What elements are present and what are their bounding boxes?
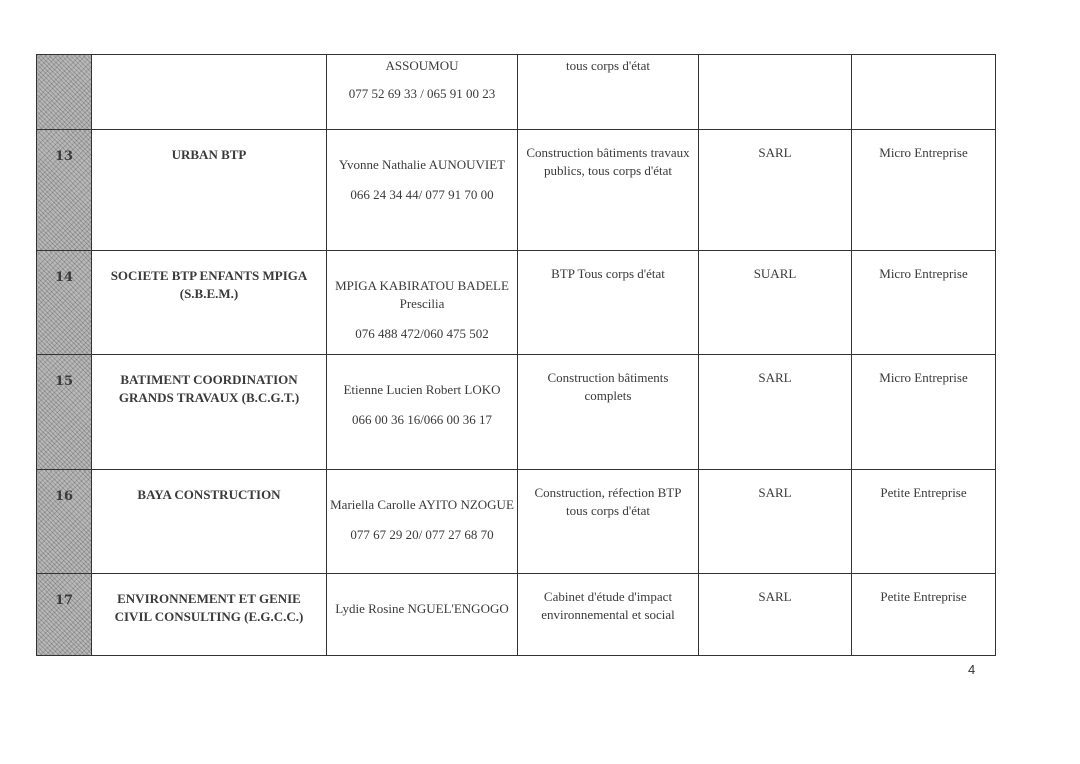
legal-form: SARL	[758, 370, 792, 385]
contact-cell	[327, 130, 518, 251]
legal-form: SARL	[758, 485, 792, 500]
legal-form-cell	[699, 251, 852, 355]
contact-cell	[327, 574, 518, 656]
row-number: 16	[54, 489, 74, 504]
row-number: 15	[54, 374, 74, 389]
contact-phone: 066 00 36 16/066 00 36 17	[351, 412, 493, 427]
activity-cell	[518, 55, 699, 130]
company-cell	[92, 130, 327, 251]
company-name: SOCIETE BTP ENFANTS MPIGA (S.B.E.M.)	[110, 268, 308, 301]
page-number: 4	[968, 662, 976, 677]
company-size: Micro Entreprise	[879, 370, 968, 385]
row-number-cell	[37, 55, 92, 130]
row-number: 14	[54, 270, 74, 285]
contact-phone: 077 52 69 33 / 065 91 00 23	[348, 86, 496, 101]
row-number: 17	[54, 593, 74, 608]
company-name: BAYA CONSTRUCTION	[137, 487, 281, 502]
activity-text: BTP Tous corps d'état	[551, 266, 665, 281]
contact-name: MPIGA KABIRATOU BADELE Prescilia	[335, 278, 509, 311]
row-number-cell	[37, 574, 92, 656]
row-number-cell	[37, 251, 92, 355]
size-cell	[852, 55, 996, 130]
table-row	[37, 251, 996, 355]
row-number	[37, 55, 91, 73]
contact-cell	[327, 355, 518, 470]
company-size: Petite Entreprise	[880, 485, 967, 500]
activity-cell	[518, 470, 699, 574]
activity-text: Construction, réfection BTP tous corps d'état	[534, 485, 682, 518]
legal-form-cell	[699, 130, 852, 251]
company-size: Petite Entreprise	[880, 589, 967, 604]
table-row	[37, 470, 996, 574]
company-name: BATIMENT COORDINATION GRANDS TRAVAUX (B.C.G.T.)	[118, 372, 300, 405]
activity-cell	[518, 130, 699, 251]
company-size: Micro Entreprise	[879, 145, 968, 160]
company-table	[36, 54, 996, 656]
company-name	[92, 55, 326, 71]
activity-text: tous corps d'état	[566, 58, 650, 73]
company-cell	[92, 574, 327, 656]
contact-name: Mariella Carolle AYITO NZOGUE	[330, 497, 514, 512]
table-row	[37, 130, 996, 251]
table-row	[37, 55, 996, 130]
legal-form: SARL	[758, 589, 792, 604]
activity-cell	[518, 251, 699, 355]
legal-form-cell	[699, 470, 852, 574]
contact-phone: 076 488 472/060 475 502	[355, 326, 489, 341]
activity-text: Construction bâtiments complets	[547, 370, 669, 403]
contact-name: Lydie Rosine NGUEL'ENGOGO	[335, 601, 509, 616]
legal-form: SARL	[758, 145, 792, 160]
activity-cell	[518, 355, 699, 470]
contact-name: Yvonne Nathalie AUNOUVIET	[338, 157, 506, 172]
contact-cell	[327, 55, 518, 130]
contact-name: ASSOUMOU	[385, 58, 459, 73]
row-number-cell	[37, 355, 92, 470]
company-cell	[92, 55, 327, 130]
row-number: 13	[54, 149, 74, 164]
table-row	[37, 355, 996, 470]
contact-cell	[327, 251, 518, 355]
company-size	[852, 55, 995, 69]
company-cell	[92, 251, 327, 355]
activity-text: Construction bâtiments travaux publics, tous corps d'état	[526, 145, 690, 178]
company-name: URBAN BTP	[171, 147, 247, 162]
company-name: ENVIRONNEMENT ET GENIE CIVIL CONSULTING (E.G.C.C.)	[114, 591, 304, 624]
contact-phone: 066 24 34 44/ 077 91 70 00	[350, 187, 494, 202]
row-number-cell	[37, 470, 92, 574]
contact-cell	[327, 470, 518, 574]
company-size: Micro Entreprise	[879, 266, 968, 281]
size-cell	[852, 574, 996, 656]
activity-cell	[518, 574, 699, 656]
contact-name: Etienne Lucien Robert LOKO	[343, 382, 501, 397]
size-cell	[852, 470, 996, 574]
legal-form-cell	[699, 574, 852, 656]
legal-form	[699, 55, 851, 69]
table-row	[37, 574, 996, 656]
company-cell	[92, 470, 327, 574]
size-cell	[852, 251, 996, 355]
legal-form: SUARL	[753, 266, 797, 281]
row-number-cell	[37, 130, 92, 251]
legal-form-cell	[699, 55, 852, 130]
size-cell	[852, 130, 996, 251]
activity-text: Cabinet d'étude d'impact environnemental et social	[541, 589, 675, 622]
size-cell	[852, 355, 996, 470]
contact-phone: 077 67 29 20/ 077 27 68 70	[350, 527, 494, 542]
company-cell	[92, 355, 327, 470]
legal-form-cell	[699, 355, 852, 470]
